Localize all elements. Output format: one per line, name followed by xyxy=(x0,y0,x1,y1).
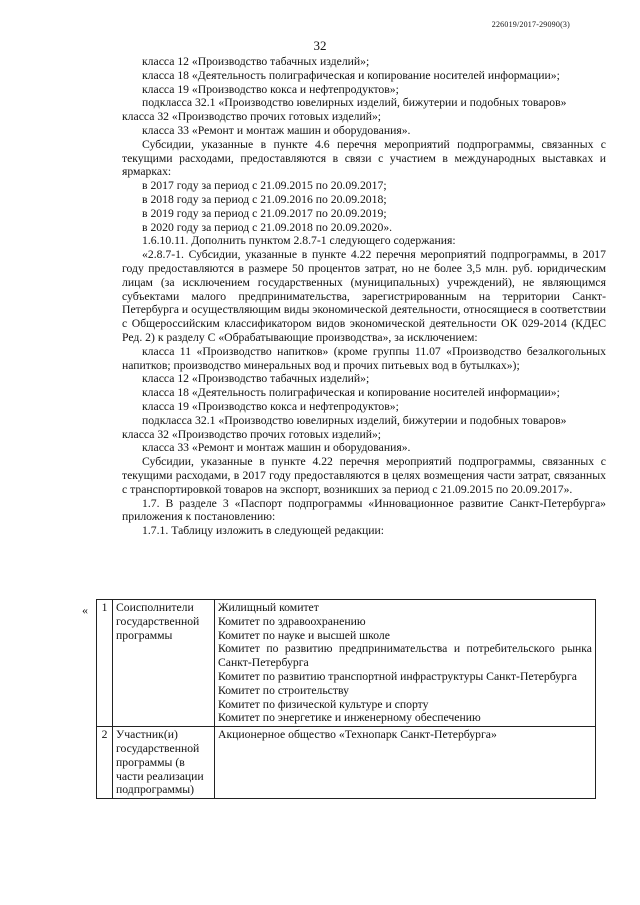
passport-table xyxy=(96,599,596,799)
body-paragraph: класса 18 «Деятельность полиграфическая и копирование носителей информации»; xyxy=(142,68,560,82)
body-paragraph: класса 18 «Деятельность полиграфическая и копирование носителей информации»; xyxy=(142,386,560,400)
document-id: 226019/2017-29090(3) xyxy=(491,20,570,29)
body-paragraph: класса 33 «Ремонт и монтаж машин и оборудования». xyxy=(142,123,411,137)
value-line: Комитет по энергетике и инженерному обеспечению xyxy=(218,711,481,725)
body-paragraph: в 2018 году за период с 21.09.2016 по 20.09.2018; xyxy=(142,192,387,206)
body-paragraph: в 2019 году за период с 21.09.2017 по 20.09.2019; xyxy=(142,206,387,220)
value-line: Комитет по физической культуре и спорту xyxy=(218,697,429,711)
row-number: 2 xyxy=(97,727,113,799)
row-values xyxy=(215,600,596,727)
body-paragraph: подкласса 32.1 «Производство ювелирных изделий, бижутерии и подобных товаров» xyxy=(142,96,567,110)
row-label: Соисполнители государственной программы xyxy=(113,600,215,727)
row-number: 1 xyxy=(97,600,113,727)
page-number: 32 xyxy=(313,38,327,53)
body-paragraph: 1.7. В разделе 3 «Паспорт подпрограммы «Инновационное развитие Санкт-Петербурга» приложения к постановлению: xyxy=(122,496,606,524)
body-paragraph: класса 19 «Производство кокса и нефтепродуктов»; xyxy=(142,82,399,96)
body-paragraph: в 2020 году за период с 21.09.2018 по 20.09.2020». xyxy=(142,220,393,234)
value-line: Комитет по развитию транспортной инфраструктуры Санкт-Петербурга xyxy=(218,669,577,683)
value-line: Комитет по здравоохранению xyxy=(218,614,366,628)
row-label: Участник(и) государственной программы (в части реализации подпрограммы) xyxy=(113,727,215,799)
value-line: Комитет по строительству xyxy=(218,683,349,697)
body-paragraph: 1.6.10.11. Дополнить пунктом 2.8.7-1 следующего содержания: xyxy=(142,234,456,248)
body-paragraph: класса 12 «Производство табачных изделий»; xyxy=(142,55,370,68)
table-open-quote: « xyxy=(82,603,88,617)
body-paragraph: класса 33 «Ремонт и монтаж машин и оборудования». xyxy=(142,441,411,455)
body-paragraph: в 2017 году за период с 21.09.2015 по 20.09.2017; xyxy=(142,179,387,193)
body-paragraph: класса 32 «Производство прочих готовых изделий»; xyxy=(122,427,382,441)
body-paragraph: подкласса 32.1 «Производство ювелирных изделий, бижутерии и подобных товаров» xyxy=(142,413,567,427)
value-line: Акционерное общество «Технопарк Санкт-Петербурга» xyxy=(218,728,497,742)
table-row xyxy=(97,600,596,727)
body-paragraph: класса 11 «Производство напитков» (кроме группы 11.07 «Производство безалкогольных напитков; производство минеральных вод и прочих питьевых вод в бутылках»); xyxy=(122,344,606,372)
body-paragraph: Субсидии, указанные в пункте 4.6 перечня мероприятий подпрограммы, связанных с текущими расходами, предоставляются в связи с участием в международных выставках и ярмарках: xyxy=(122,137,606,179)
body-paragraph: 1.7.1. Таблицу изложить в следующей редакции: xyxy=(142,524,385,538)
body-paragraph: Субсидии, указанные в пункте 4.22 перечня мероприятий подпрограммы, связанных с текущими расходами, в 2017 году предоставляются в целях возмещения части затрат, связанных с транспортировкой товаров на экспорт, возникших за период с 21.09.2015 по 20.09.2017». xyxy=(122,455,606,496)
row-values xyxy=(215,727,596,799)
body-paragraph: класса 19 «Производство кокса и нефтепродуктов»; xyxy=(142,399,399,413)
body-paragraph: «2.8.7-1. Субсидии, указанные в пункте 4.22 перечня мероприятий подпрограммы, в 2017 году предоставляются в размере 50 процентов затрат, но не более 3,5 млн. руб. юридическим лицам (за исключением государственных (муниципальных) учреждений), не являющимся субъектами малого предпринимательства, зарегистрированным на территории Санкт-Петербурга и осуществляющим виды экономической деятельности, относящиеся в соответствии с Общероссийским классификатором видов экономической деятельности ОК 029-2014 (КДЕС Ред. 2) к разделу С «Обрабатывающие производства», за исключением: xyxy=(122,248,606,344)
document-body xyxy=(122,55,606,538)
table-row xyxy=(97,727,596,799)
body-paragraph: класса 12 «Производство табачных изделий»; xyxy=(142,372,370,386)
value-line: Жилищный комитет xyxy=(218,601,319,614)
value-line: Комитет по науке и высшей школе xyxy=(218,628,390,642)
body-paragraph: класса 32 «Производство прочих готовых изделий»; xyxy=(122,110,382,124)
value-line: Комитет по развитию предпринимательства и потребительского рынка Санкт-Петербурга xyxy=(218,642,592,670)
